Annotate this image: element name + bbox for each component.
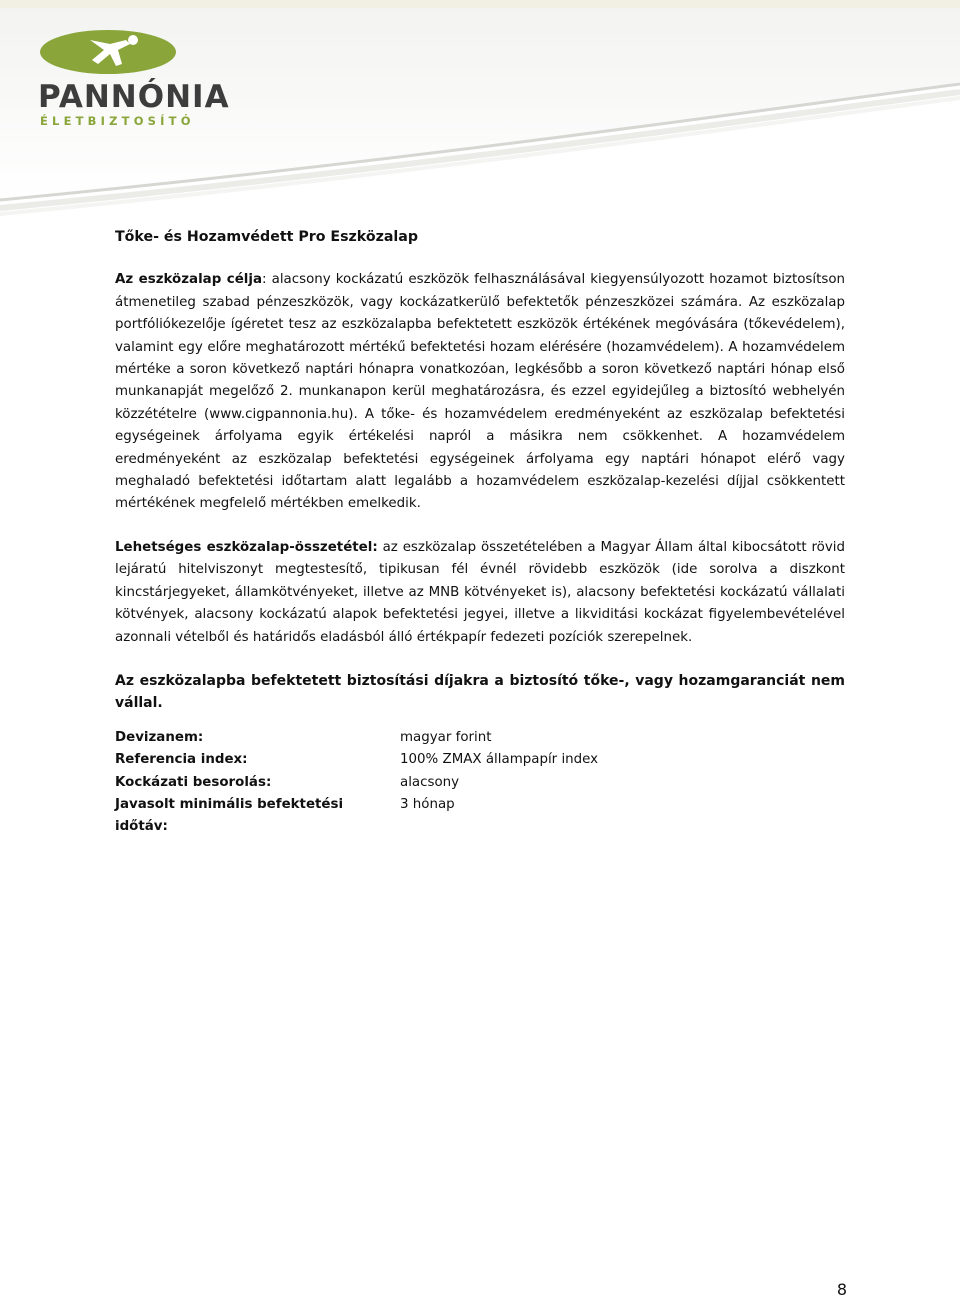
fact-row-risk-rating — [115, 772, 598, 794]
goal-text: : alacsony kockázatú eszközök felhasználásával kiegyensúlyozott hozamot biztosítson átmenetileg szabad pénzeszközök, vagy kockázatkerülő befektetők pénzeszközei számára. Az eszközalap portfóliókezelője ígéretet tesz az eszközalapba befektetett eszközök értékének megóvására (tőkevédelem), valamint egy előre meghatározott mértékű befektetési hozam elérésére (hozamvédelem). A hozamvédelem mértéke a soron következő naptári hónapra vonatkozóan, legkésőbb a soron következő naptári hónap első munkanapját megelőző 2. munkanapon kerül meghatározásra, és ezzel egyidejűleg a biztosító webhelyén közzétételre (www.cigpannonia.hu). A tőke- és hozamvédelem eredményeként az eszközalap befektetési egységeinek árfolyama egyik értékelési napról a másikra nem csökkenhet. A hozamvédelem eredményeként az eszközalap befektetési egységeinek árfolyama egy naptári hónapot elérő vagy meghaladó befektetési időtartam alatt legalább a hozamvédelem eszközalap-kezelési díjjal csökkentett mértékének megfelelő mértékben emelkedik. — [115, 272, 846, 512]
composition-text: az eszközalap összetételében a Magyar Állam által kibocsátott rövid lejáratú hitelviszonyt megtestesítő, tipikusan fél évnél rövidebb eszközök (ide sorolva a diszkont kincstárjegyeket, államkötvényeket, illetve az MNB kötvényeket is), alacsony befektetési kockázatú vállalati kötvények, alacsony kockázatú alapok befektetési jegyei, illetve a likviditási kockázat figyelembevételével azonnali vételből és határidős eladásból álló értékpapír fedezeti pozíciók szerepelnek. — [115, 539, 845, 645]
goal-paragraph — [115, 269, 845, 515]
fact-row-currency — [115, 727, 598, 749]
header-band — [0, 0, 960, 230]
fact-value: 3 hónap — [400, 796, 455, 812]
page-number: 8 — [836, 1280, 847, 1299]
fund-facts-table — [115, 727, 598, 839]
composition-label: Lehetséges eszközalap-összetétel: — [115, 539, 378, 555]
goal-label: Az eszközalap célja — [115, 272, 263, 288]
fact-row-min-horizon — [115, 794, 598, 839]
fact-row-reference-index — [115, 749, 598, 771]
fact-value: alacsony — [400, 774, 460, 790]
fact-key: Javasolt minimális befektetési időtáv: — [115, 796, 344, 835]
document-body — [115, 226, 845, 839]
company-logo — [38, 28, 278, 128]
logo-wordmark: PANNÓNIA — [38, 79, 230, 115]
composition-paragraph — [115, 537, 845, 649]
logo-subtitle: ÉLETBIZTOSÍTÓ — [40, 114, 195, 128]
fact-key: Referencia index: — [115, 752, 248, 768]
fact-key: Devizanem: — [115, 729, 204, 745]
guarantee-disclaimer: Az eszközalapba befektetett biztosítási díjakra a biztosító tőke-, vagy hozamgaranciát nem vállal. — [115, 672, 845, 712]
logo-emblem-icon — [38, 28, 178, 78]
fact-key: Kockázati besorolás: — [115, 774, 272, 790]
fact-value: magyar forint — [400, 729, 492, 745]
document-title: Tőke- és Hozamvédett Pro Eszközalap — [115, 229, 419, 245]
fact-value: 100% ZMAX állampapír index — [400, 752, 599, 768]
